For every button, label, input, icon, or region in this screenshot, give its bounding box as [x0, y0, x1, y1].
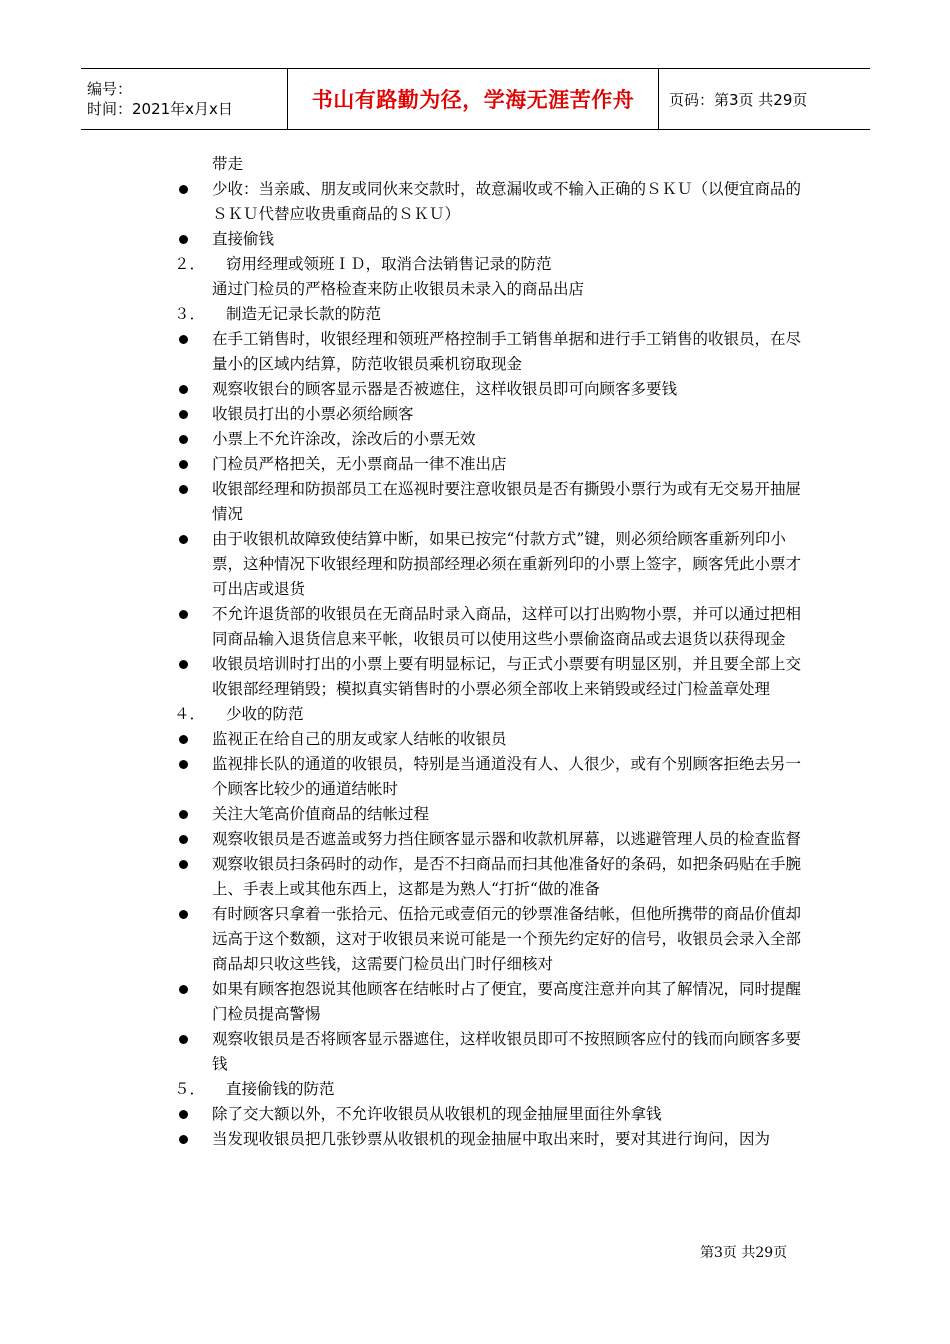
section-number: ４． — [174, 705, 206, 723]
bullet-item — [174, 602, 814, 652]
section-heading — [174, 702, 814, 727]
header-motto: 书山有路勤为径，学海无涯苦作舟 — [311, 88, 635, 112]
bullet-item-text: 少收：当亲戚、朋友或同伙来交款时，故意漏收或不输入正确的ＳＫＵ（以便宜商品的ＳＫＵ代替应收贵重商品的ＳＫＵ） — [212, 180, 802, 223]
page-header — [81, 68, 870, 130]
bullet-item — [174, 452, 814, 477]
document-date: 时间：2021年x月x日 — [87, 100, 233, 118]
bullet-item — [174, 477, 814, 527]
bullet-item-text: 当发现收银员把几张钞票从收银机的现金抽屉中取出来时，要对其进行询问，因为 — [212, 1130, 771, 1148]
bullet-item-text: 由于收银机故障致使结算中断，如果已按完“付款方式”键，则必须给顾客重新列印小票，这种情况下收银经理和防损部经理必须在重新列印的小票上签字，顾客凭此小票才可出店或退货 — [212, 530, 802, 598]
section-number: ３． — [174, 305, 206, 323]
bullet-item-text: 如果有顾客抱怨说其他顾客在结帐时占了便宜，要高度注意并向其了解情况，同时提醒门检员提高警惕 — [212, 980, 802, 1023]
bullet-item-text: 观察收银员是否将顾客显示器遮住，这样收银员即可不按照顾客应付的钱而向顾客多要钱 — [212, 1030, 802, 1073]
bullet-item — [174, 752, 814, 802]
bullet-item — [174, 377, 814, 402]
section-heading-text: 直接偷钱的防范 — [226, 1080, 335, 1098]
document-body — [174, 152, 814, 1152]
bullet-item-text: 门检员严格把关，无小票商品一律不准出店 — [212, 455, 507, 473]
section-heading — [174, 302, 814, 327]
bullet-item — [174, 327, 814, 377]
bullet-item — [174, 902, 814, 977]
header-motto-cell — [287, 69, 659, 129]
bullet-item — [174, 402, 814, 427]
bullet-item — [174, 527, 814, 602]
bullet-item-text: 关注大笔高价值商品的结帐过程 — [212, 805, 430, 823]
paragraph-line: 带走 — [212, 155, 244, 173]
paragraph-line: 通过门检员的严格检查来防止收银员未录入的商品出店 — [212, 280, 585, 298]
bullet-item — [174, 227, 814, 252]
section-heading — [174, 252, 814, 277]
section-number: ２． — [174, 255, 206, 273]
section-number: ５． — [174, 1080, 206, 1098]
bullet-item-text: 收银员培训时打出的小票上要有明显标记，与正式小票要有明显区别，并且要全部上交收银部经理销毁；模拟真实销售时的小票必须全部收上来销毁或经过门检盖章处理 — [212, 655, 802, 698]
section-heading — [174, 1077, 814, 1102]
bullet-item-text: 观察收银台的顾客显示器是否被遮住，这样收银员即可向顾客多要钱 — [212, 380, 678, 398]
bullet-item-text: 观察收银员是否遮盖或努力挡住顾客显示器和收款机屏幕，以逃避管理人员的检查监督 — [212, 830, 802, 848]
section-heading-text: 窃用经理或领班ＩＤ，取消合法销售记录的防范 — [226, 255, 552, 273]
bullet-item — [174, 1127, 814, 1152]
bullet-item — [174, 1102, 814, 1127]
bullet-item — [174, 727, 814, 752]
bullet-item-text: 不允许退货部的收银员在无商品时录入商品，这样可以打出购物小票，并可以通过把相同商品输入退货信息来平帐，收银员可以使用这些小票偷盗商品或去退货以获得现金 — [212, 605, 802, 648]
bullet-item-text: 小票上不允许涂改，涂改后的小票无效 — [212, 430, 476, 448]
bullet-item — [174, 1027, 814, 1077]
bullet-item-text: 收银部经理和防损部员工在巡视时要注意收银员是否有撕毁小票行为或有无交易开抽屉情况 — [212, 480, 802, 523]
header-page-number: 页码：第3页 共29页 — [669, 90, 808, 109]
section-heading-text: 少收的防范 — [226, 705, 304, 723]
bullet-item — [174, 977, 814, 1027]
bullet-item-text: 有时顾客只拿着一张拾元、伍拾元或壹佰元的钞票准备结帐，但他所携带的商品价值却远高于这个数额，这对于收银员来说可能是一个预先约定好的信号，收银员会录入全部商品却只收这些钱，这需要门检员出门时仔细核对 — [212, 905, 802, 973]
header-page-cell — [659, 69, 870, 129]
header-left-cell — [81, 69, 287, 129]
bullet-item — [174, 802, 814, 827]
bullet-item — [174, 427, 814, 452]
bullet-item — [174, 177, 814, 227]
bullet-item-text: 监视排长队的通道的收银员，特别是当通道没有人、人很少，或有个别顾客拒绝去另一个顾客比较少的通道结帐时 — [212, 755, 802, 798]
bullet-item-text: 收银员打出的小票必须给顾客 — [212, 405, 414, 423]
bullet-item-text: 监视正在给自己的朋友或家人结帐的收银员 — [212, 730, 507, 748]
bullet-item-text: 除了交大额以外，不允许收银员从收银机的现金抽屉里面往外拿钱 — [212, 1105, 662, 1123]
bullet-item-text: 观察收银员扫条码时的动作，是否不扫商品而扫其他准备好的条码，如把条码贴在手腕上、手表上或其他东西上，这都是为熟人“打折“做的准备 — [212, 855, 802, 898]
page-footer: 第3页 共29页 — [700, 1245, 788, 1261]
bullet-item — [174, 827, 814, 852]
bullet-item — [174, 852, 814, 902]
bullet-item-text: 在手工销售时，收银经理和领班严格控制手工销售单据和进行手工销售的收银员，在尽量小的区域内结算，防范收银员乘机窃取现金 — [212, 330, 802, 373]
document-number-label: 编号： — [87, 80, 133, 98]
bullet-item-text: 直接偷钱 — [212, 230, 275, 248]
section-heading-text: 制造无记录长款的防范 — [226, 305, 382, 323]
bullet-item — [174, 652, 814, 702]
